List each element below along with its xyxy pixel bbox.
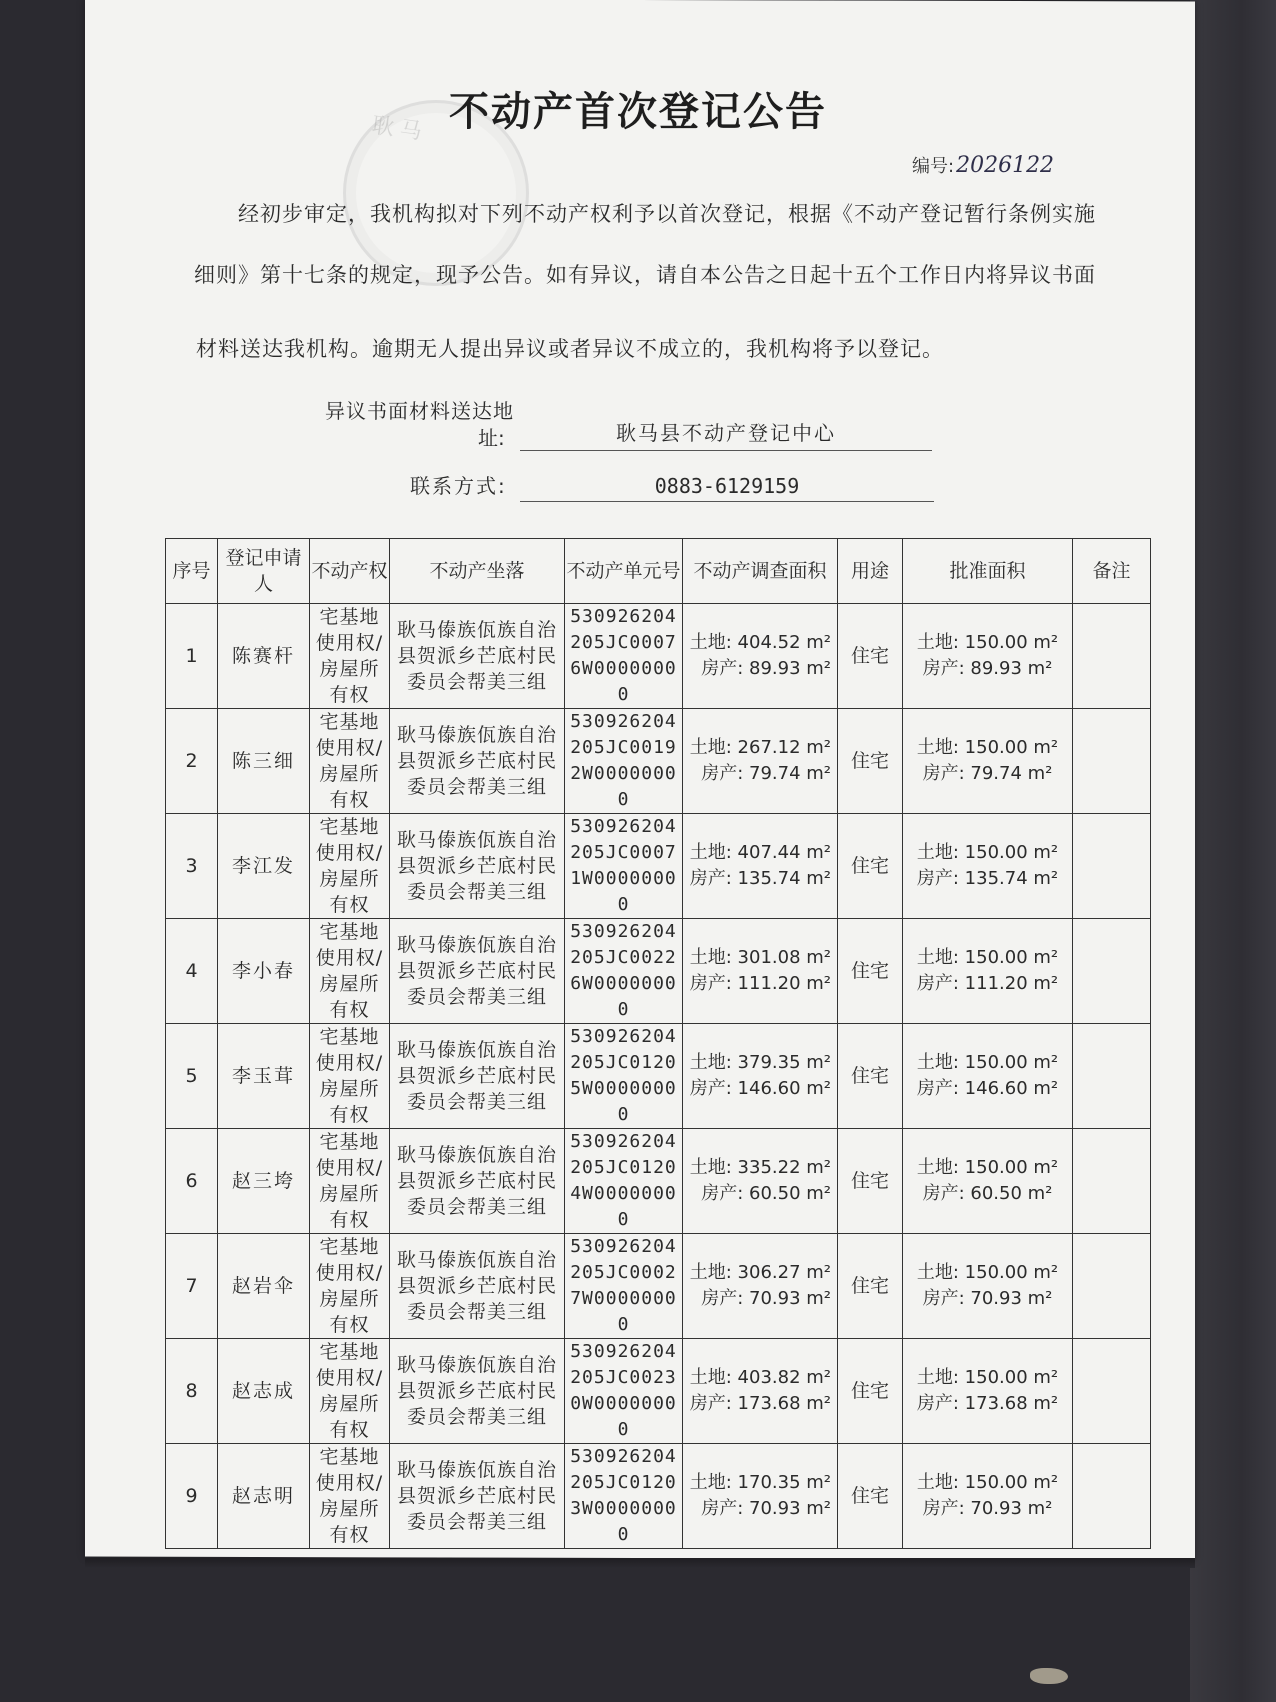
row-survey-area: [683, 1129, 838, 1234]
row-location: 耿马傣族佤族自治县贺派乡芒底村民委员会帮美三组: [390, 814, 565, 919]
survey-land-area: 土地: 335.22 m²: [689, 1157, 831, 1178]
approved-land-area: 土地: 150.00 m²: [916, 1262, 1059, 1283]
row-no: 7: [166, 1234, 218, 1339]
row-survey-area: [683, 709, 838, 814]
header-approved-area: 批准面积: [903, 539, 1073, 604]
row-approved-area: [903, 604, 1073, 709]
survey-house-area: 房产: 70.93 m²: [701, 1498, 831, 1519]
address-label-line2: 址:: [478, 426, 505, 450]
table-row: [166, 709, 1151, 814]
row-use: 住宅: [838, 1234, 903, 1339]
row-applicant: 李小春: [218, 919, 310, 1024]
header-right: 不动产权: [310, 539, 390, 604]
row-survey-area: [683, 1234, 838, 1339]
table-row: [166, 604, 1151, 709]
survey-land-area: 土地: 170.35 m²: [689, 1472, 831, 1493]
row-right: 宅基地使用权/房屋所有权: [310, 814, 390, 919]
header-note: 备注: [1073, 539, 1151, 604]
approved-house-area: 房产: 89.93 m²: [922, 658, 1053, 679]
row-applicant: 赵三垮: [218, 1129, 310, 1234]
row-applicant: 李江发: [218, 814, 310, 919]
paragraph-line-3: 材料送达我机构。逾期无人提出异议或者异议不成立的，我机构将予以登记。: [196, 337, 944, 361]
row-no: 5: [166, 1024, 218, 1129]
survey-house-area: 房产: 111.20 m²: [689, 973, 831, 994]
row-location: 耿马傣族佤族自治县贺派乡芒底村民委员会帮美三组: [390, 709, 565, 814]
approved-house-area: 房产: 146.60 m²: [916, 1078, 1059, 1099]
contact-value: 0883-6129159: [520, 474, 934, 502]
row-survey-area: [683, 1024, 838, 1129]
row-approved-area: [903, 1234, 1073, 1339]
row-right: 宅基地使用权/房屋所有权: [310, 1024, 390, 1129]
row-unit: 530926204205JC00230W00000000: [565, 1339, 683, 1444]
row-approved-area: [903, 709, 1073, 814]
registration-table: [165, 538, 1151, 1549]
approved-land-area: 土地: 150.00 m²: [916, 1052, 1059, 1073]
approved-house-area: 房产: 79.74 m²: [922, 763, 1053, 784]
paper-edge-shadow: [85, 1558, 1195, 1568]
row-approved-area: [903, 1339, 1073, 1444]
row-survey-area: [683, 604, 838, 709]
table-row: [166, 814, 1151, 919]
row-note: [1073, 1129, 1151, 1234]
row-unit: 530926204205JC00071W00000000: [565, 814, 683, 919]
paper-stain: [1030, 1668, 1068, 1684]
survey-land-area: 土地: 404.52 m²: [689, 632, 831, 653]
approved-house-area: 房产: 60.50 m²: [922, 1183, 1053, 1204]
address-value: 耿马县不动产登记中心: [520, 417, 932, 451]
approved-land-area: 土地: 150.00 m²: [916, 737, 1059, 758]
row-right: 宅基地使用权/房屋所有权: [310, 1129, 390, 1234]
header-use: 用途: [838, 539, 903, 604]
row-survey-area: [683, 919, 838, 1024]
address-label-line1: 异议书面材料送达地: [325, 399, 514, 423]
row-approved-area: [903, 1024, 1073, 1129]
row-unit: 530926204205JC00226W00000000: [565, 919, 683, 1024]
row-note: [1073, 814, 1151, 919]
row-note: [1073, 1444, 1151, 1549]
row-note: [1073, 1024, 1151, 1129]
row-location: 耿马傣族佤族自治县贺派乡芒底村民委员会帮美三组: [390, 1129, 565, 1234]
table-header-row: [166, 539, 1151, 604]
row-no: 6: [166, 1129, 218, 1234]
table-row: [166, 1339, 1151, 1444]
row-right: 宅基地使用权/房屋所有权: [310, 604, 390, 709]
row-right: 宅基地使用权/房屋所有权: [310, 1234, 390, 1339]
approved-house-area: 房产: 70.93 m²: [922, 1498, 1053, 1519]
row-applicant: 陈三细: [218, 709, 310, 814]
row-use: 住宅: [838, 1339, 903, 1444]
survey-land-area: 土地: 301.08 m²: [689, 947, 831, 968]
survey-land-area: 土地: 407.44 m²: [689, 842, 831, 863]
seal-stamp-text: 耿马: [370, 113, 430, 146]
row-unit: 530926204205JC01204W00000000: [565, 1129, 683, 1234]
approved-land-area: 土地: 150.00 m²: [916, 1472, 1059, 1493]
survey-house-area: 房产: 173.68 m²: [689, 1393, 831, 1414]
row-unit: 530926204205JC00027W00000000: [565, 1234, 683, 1339]
row-right: 宅基地使用权/房屋所有权: [310, 709, 390, 814]
serial-number: [912, 152, 1054, 178]
header-survey-area: 不动产调查面积: [683, 539, 838, 604]
survey-house-area: 房产: 135.74 m²: [689, 868, 831, 889]
row-applicant: 陈赛杆: [218, 604, 310, 709]
survey-house-area: 房产: 70.93 m²: [701, 1288, 831, 1309]
row-note: [1073, 919, 1151, 1024]
row-no: 1: [166, 604, 218, 709]
row-survey-area: [683, 1339, 838, 1444]
survey-house-area: 房产: 146.60 m²: [689, 1078, 831, 1099]
serial-label: 编号:: [912, 156, 955, 177]
row-no: 3: [166, 814, 218, 919]
row-use: 住宅: [838, 1024, 903, 1129]
table-row: [166, 1234, 1151, 1339]
row-applicant: 赵岩伞: [218, 1234, 310, 1339]
table-row: [166, 1444, 1151, 1549]
survey-house-area: 房产: 89.93 m²: [701, 658, 831, 679]
approved-house-area: 房产: 111.20 m²: [916, 973, 1059, 994]
row-no: 4: [166, 919, 218, 1024]
row-note: [1073, 1339, 1151, 1444]
contact-label: 联系方式:: [410, 474, 507, 498]
row-approved-area: [903, 814, 1073, 919]
approved-land-area: 土地: 150.00 m²: [916, 1157, 1059, 1178]
approved-land-area: 土地: 150.00 m²: [916, 1367, 1059, 1388]
row-location: 耿马傣族佤族自治县贺派乡芒底村民委员会帮美三组: [390, 1234, 565, 1339]
row-use: 住宅: [838, 709, 903, 814]
survey-land-area: 土地: 379.35 m²: [689, 1052, 831, 1073]
paragraph-line-1: 经初步审定，我机构拟对下列不动产权利予以首次登记，根据《不动产登记暂行条例实施: [238, 202, 1096, 226]
row-note: [1073, 709, 1151, 814]
row-use: 住宅: [838, 919, 903, 1024]
row-approved-area: [903, 1444, 1073, 1549]
header-no: 序号: [166, 539, 218, 604]
row-right: 宅基地使用权/房屋所有权: [310, 1444, 390, 1549]
row-no: 8: [166, 1339, 218, 1444]
header-applicant: 登记申请人: [218, 539, 310, 604]
row-unit: 530926204205JC01205W00000000: [565, 1024, 683, 1129]
row-survey-area: [683, 1444, 838, 1549]
row-use: 住宅: [838, 1444, 903, 1549]
approved-land-area: 土地: 150.00 m²: [916, 842, 1059, 863]
row-survey-area: [683, 814, 838, 919]
approved-land-area: 土地: 150.00 m²: [916, 947, 1059, 968]
row-note: [1073, 604, 1151, 709]
table-row: [166, 919, 1151, 1024]
row-applicant: 赵志成: [218, 1339, 310, 1444]
approved-house-area: 房产: 135.74 m²: [916, 868, 1059, 889]
row-no: 9: [166, 1444, 218, 1549]
row-use: 住宅: [838, 1129, 903, 1234]
row-applicant: 赵志明: [218, 1444, 310, 1549]
survey-house-area: 房产: 79.74 m²: [701, 763, 831, 784]
survey-land-area: 土地: 403.82 m²: [689, 1367, 831, 1388]
row-note: [1073, 1234, 1151, 1339]
approved-land-area: 土地: 150.00 m²: [916, 632, 1059, 653]
paragraph-line-2: 细则》第十七条的规定，现予公告。如有异议，请自本公告之日起十五个工作日内将异议书面: [194, 263, 1096, 287]
header-location: 不动产坐落: [390, 539, 565, 604]
row-right: 宅基地使用权/房屋所有权: [310, 919, 390, 1024]
row-right: 宅基地使用权/房屋所有权: [310, 1339, 390, 1444]
row-location: 耿马傣族佤族自治县贺派乡芒底村民委员会帮美三组: [390, 604, 565, 709]
approved-house-area: 房产: 173.68 m²: [916, 1393, 1059, 1414]
survey-house-area: 房产: 60.50 m²: [701, 1183, 831, 1204]
row-unit: 530926204205JC01203W00000000: [565, 1444, 683, 1549]
notice-title: 不动产首次登记公告: [449, 89, 827, 135]
row-location: 耿马傣族佤族自治县贺派乡芒底村民委员会帮美三组: [390, 919, 565, 1024]
survey-land-area: 土地: 306.27 m²: [689, 1262, 831, 1283]
row-no: 2: [166, 709, 218, 814]
row-use: 住宅: [838, 604, 903, 709]
serial-value-handwritten: 2026122: [956, 153, 1055, 178]
row-location: 耿马傣族佤族自治县贺派乡芒底村民委员会帮美三组: [390, 1339, 565, 1444]
row-unit: 530926204205JC00192W00000000: [565, 709, 683, 814]
header-unit: 不动产单元号: [565, 539, 683, 604]
row-use: 住宅: [838, 814, 903, 919]
background-desk: [1190, 0, 1276, 1702]
survey-land-area: 土地: 267.12 m²: [689, 737, 831, 758]
table-row: [166, 1129, 1151, 1234]
row-approved-area: [903, 919, 1073, 1024]
row-location: 耿马傣族佤族自治县贺派乡芒底村民委员会帮美三组: [390, 1024, 565, 1129]
table-row: [166, 1024, 1151, 1129]
row-location: 耿马傣族佤族自治县贺派乡芒底村民委员会帮美三组: [390, 1444, 565, 1549]
row-unit: 530926204205JC00076W00000000: [565, 604, 683, 709]
row-applicant: 李玉茸: [218, 1024, 310, 1129]
approved-house-area: 房产: 70.93 m²: [922, 1288, 1053, 1309]
row-approved-area: [903, 1129, 1073, 1234]
